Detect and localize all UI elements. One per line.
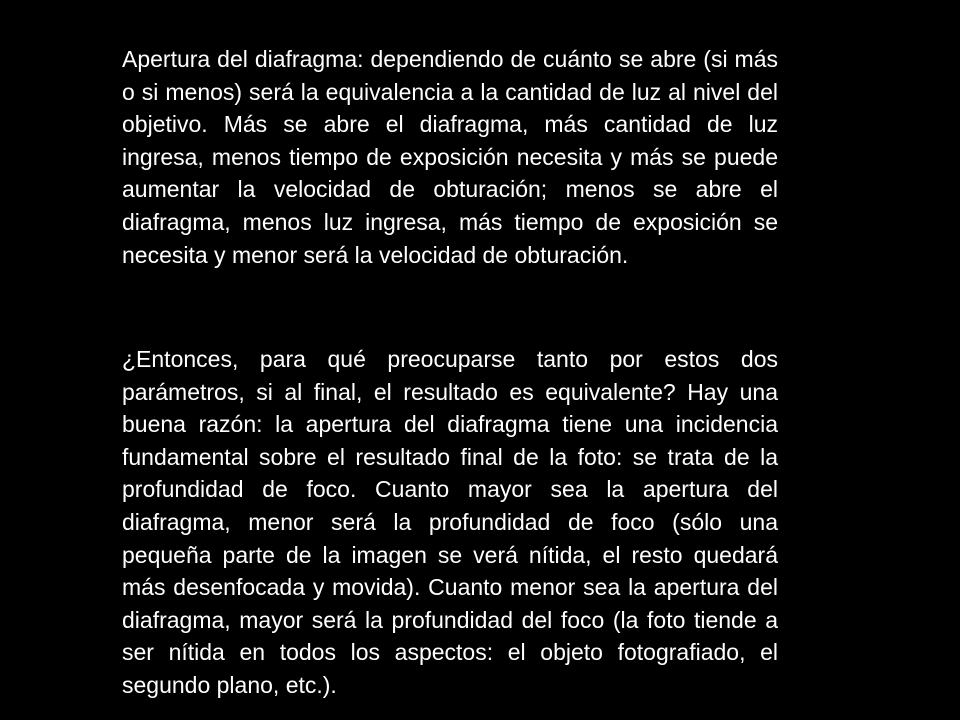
paragraph-aperture-definition: Apertura del diafragma: dependiendo de cuánto se abre (si más o si menos) será la equivalencia a la cantidad de luz al nivel del objetivo. Más se abre el diafragma, más cantidad de luz ingresa, menos tiempo de exposición necesita y más se puede aumentar la velocidad de obturación; menos se abre el diafragma, menos luz ingresa, más tiempo de exposición se necesita y menor será la velocidad de obturación. (122, 46, 778, 268)
paragraph-depth-of-field: ¿Entonces, para qué preocuparse tanto por estos dos parámetros, si al final, el resultado es equivalente? Hay una buena razón: la apertura del diafragma tiene una incidencia fundamental sobre el resultado final de la foto: se trata de la profundidad de foco. Cuanto mayor sea la apertura del diafragma, menor será la profundidad de foco (sólo una pequeña parte de la imagen se verá nítida, el resto quedará más desenfocada y movida). Cuanto menor sea la apertura del diafragma, mayor será la profundidad del foco (la foto tiende a ser nítida en todos los aspectos: el objeto fotografiado, el segundo plano, etc.). (122, 346, 778, 698)
